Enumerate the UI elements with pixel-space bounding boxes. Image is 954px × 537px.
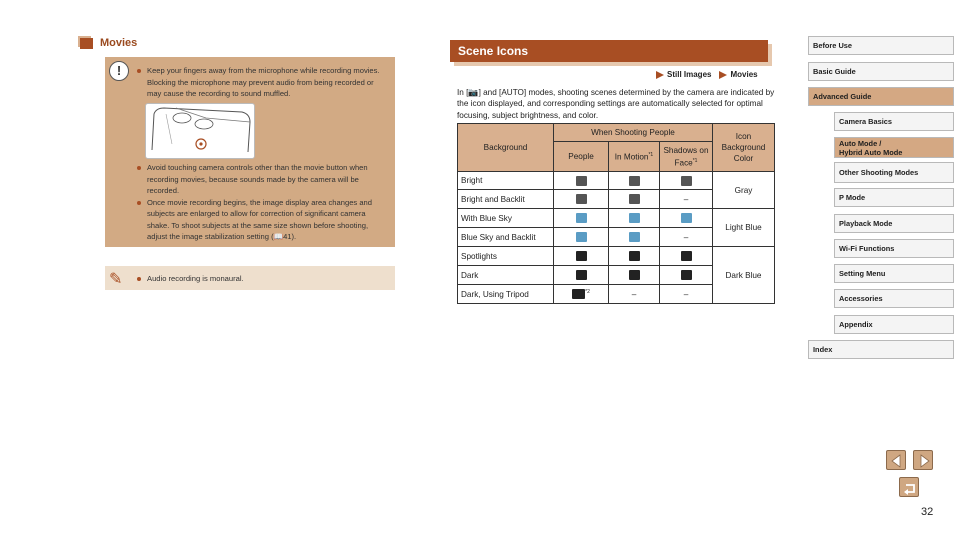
note-box <box>105 266 395 290</box>
triangle-icon <box>656 71 664 79</box>
row-label: Dark, Using Tripod <box>458 285 554 304</box>
table-row <box>458 209 775 228</box>
scene-spotlight-person-icon <box>576 251 587 261</box>
table-row <box>458 172 775 190</box>
scene-person-icon <box>576 176 587 186</box>
caution-bullet: Keep your fingers away from the microphone while recording movies. Blocking the microphone may prevent audio from being recorded or may cause the recording to sound muffled. <box>133 65 388 100</box>
arrow-left-icon <box>887 451 907 471</box>
camera-microphone-illustration <box>145 103 255 159</box>
scene-bluesky-backlit-motion-icon <box>629 232 640 242</box>
movies-title: Movies <box>100 37 138 49</box>
scene-intro-text: In [📷] and [AUTO] modes, shooting scenes determined by the camera are indicated by the icon displayed, and corresponding settings are automatically selected for optimal focusing, subject brightness, and color. <box>457 88 775 120</box>
scene-icons-title: Scene Icons <box>458 44 529 58</box>
scene-backlit-person-icon <box>576 194 587 204</box>
scene-bluesky-motion-icon <box>629 213 640 223</box>
section-square-icon <box>80 38 93 49</box>
nav-index[interactable]: Index <box>808 340 954 359</box>
return-button[interactable] <box>899 477 919 497</box>
caution-bullet: Avoid touching camera controls other than the movie button when recording movies, because sounds made by the camera will be recorded. <box>133 162 388 197</box>
header-icon-bg-color: Icon Background Color <box>713 124 775 172</box>
dash: – <box>660 228 713 247</box>
scene-bluesky-person-icon <box>576 213 587 223</box>
scene-motion-icon <box>629 176 640 186</box>
table-row: Dark, Using Tripod $^{*2}$ – – <box>458 285 775 304</box>
mode-indicators <box>656 70 758 79</box>
caution-list-top <box>133 65 388 100</box>
nav-advanced-guide[interactable]: Advanced Guide <box>808 87 954 106</box>
row-label: Spotlights <box>458 247 554 266</box>
movies-heading <box>80 36 137 50</box>
triangle-icon <box>719 71 727 79</box>
caution-list-bottom <box>133 162 388 243</box>
dash: – <box>660 285 713 304</box>
nav-accessories[interactable]: Accessories <box>834 289 954 308</box>
dash: – <box>660 190 713 209</box>
still-images-mode: Still Images <box>656 70 711 79</box>
scene-bluesky-backlit-person-icon <box>576 232 587 242</box>
table-row <box>458 247 775 266</box>
nav-setting-menu[interactable]: Setting Menu <box>834 264 954 283</box>
row-label: Bright and Backlit <box>458 190 554 209</box>
scene-backlit-motion-icon <box>629 194 640 204</box>
nav-camera-basics[interactable]: Camera Basics <box>834 112 954 131</box>
caution-box <box>105 57 395 247</box>
header-in-motion: In Motion$^{*1}$ <box>609 142 660 172</box>
arrow-right-icon <box>914 451 934 471</box>
scene-dark-motion-icon <box>629 270 640 280</box>
nav-playback-mode[interactable]: Playback Mode <box>834 214 954 233</box>
page-number: 32 <box>921 506 934 518</box>
header-shadows: Shadows on Face$^{*1}$ <box>660 142 713 172</box>
header-background: Background <box>458 124 554 172</box>
nav-auto-mode[interactable]: Auto Mode / Hybrid Auto Mode <box>834 137 954 158</box>
pencil-icon: ✎ <box>109 271 123 288</box>
scene-shadow-icon <box>681 176 692 186</box>
nav-wifi-functions[interactable]: Wi-Fi Functions <box>834 239 954 258</box>
color-dark-blue: Dark Blue <box>713 247 775 304</box>
scene-icons-banner <box>450 40 768 62</box>
caution-icon: ! <box>109 61 129 81</box>
scene-tripod-icon <box>572 289 585 299</box>
row-label: Blue Sky and Backlit <box>458 228 554 247</box>
row-label: Dark <box>458 266 554 285</box>
scene-spotlight-motion-icon <box>629 251 640 261</box>
note-list <box>133 273 388 285</box>
movies-mode: Movies <box>719 70 757 79</box>
caution-bullet: Once movie recording begins, the image display area changes and subjects are enlarged to allow for correction of significant camera shake. To shoot subjects at the same size shown before shooting, adjust the image stabilization setting (📖41). <box>133 197 388 243</box>
scene-dark-person-icon <box>576 270 587 280</box>
scene-icons-table <box>457 123 775 304</box>
next-page-button[interactable] <box>913 450 933 470</box>
scene-bluesky-shadow-icon <box>681 213 692 223</box>
header-when-shooting-people: When Shooting People <box>554 124 713 142</box>
previous-page-button[interactable] <box>886 450 906 470</box>
header-people: People <box>554 142 609 172</box>
note-bullet: Audio recording is monaural. <box>133 273 388 285</box>
dash: – <box>609 285 660 304</box>
return-icon <box>900 478 920 498</box>
nav-basic-guide[interactable]: Basic Guide <box>808 62 954 81</box>
row-label: Bright <box>458 172 554 190</box>
nav-before-use[interactable]: Before Use <box>808 36 954 55</box>
nav-p-mode[interactable]: P Mode <box>834 188 954 207</box>
scene-dark-shadow-icon <box>681 270 692 280</box>
color-light-blue: Light Blue <box>713 209 775 247</box>
color-gray: Gray <box>713 172 775 209</box>
nav-other-shooting-modes[interactable]: Other Shooting Modes <box>834 162 954 183</box>
nav-appendix[interactable]: Appendix <box>834 315 954 334</box>
scene-spotlight-shadow-icon <box>681 251 692 261</box>
row-label: With Blue Sky <box>458 209 554 228</box>
